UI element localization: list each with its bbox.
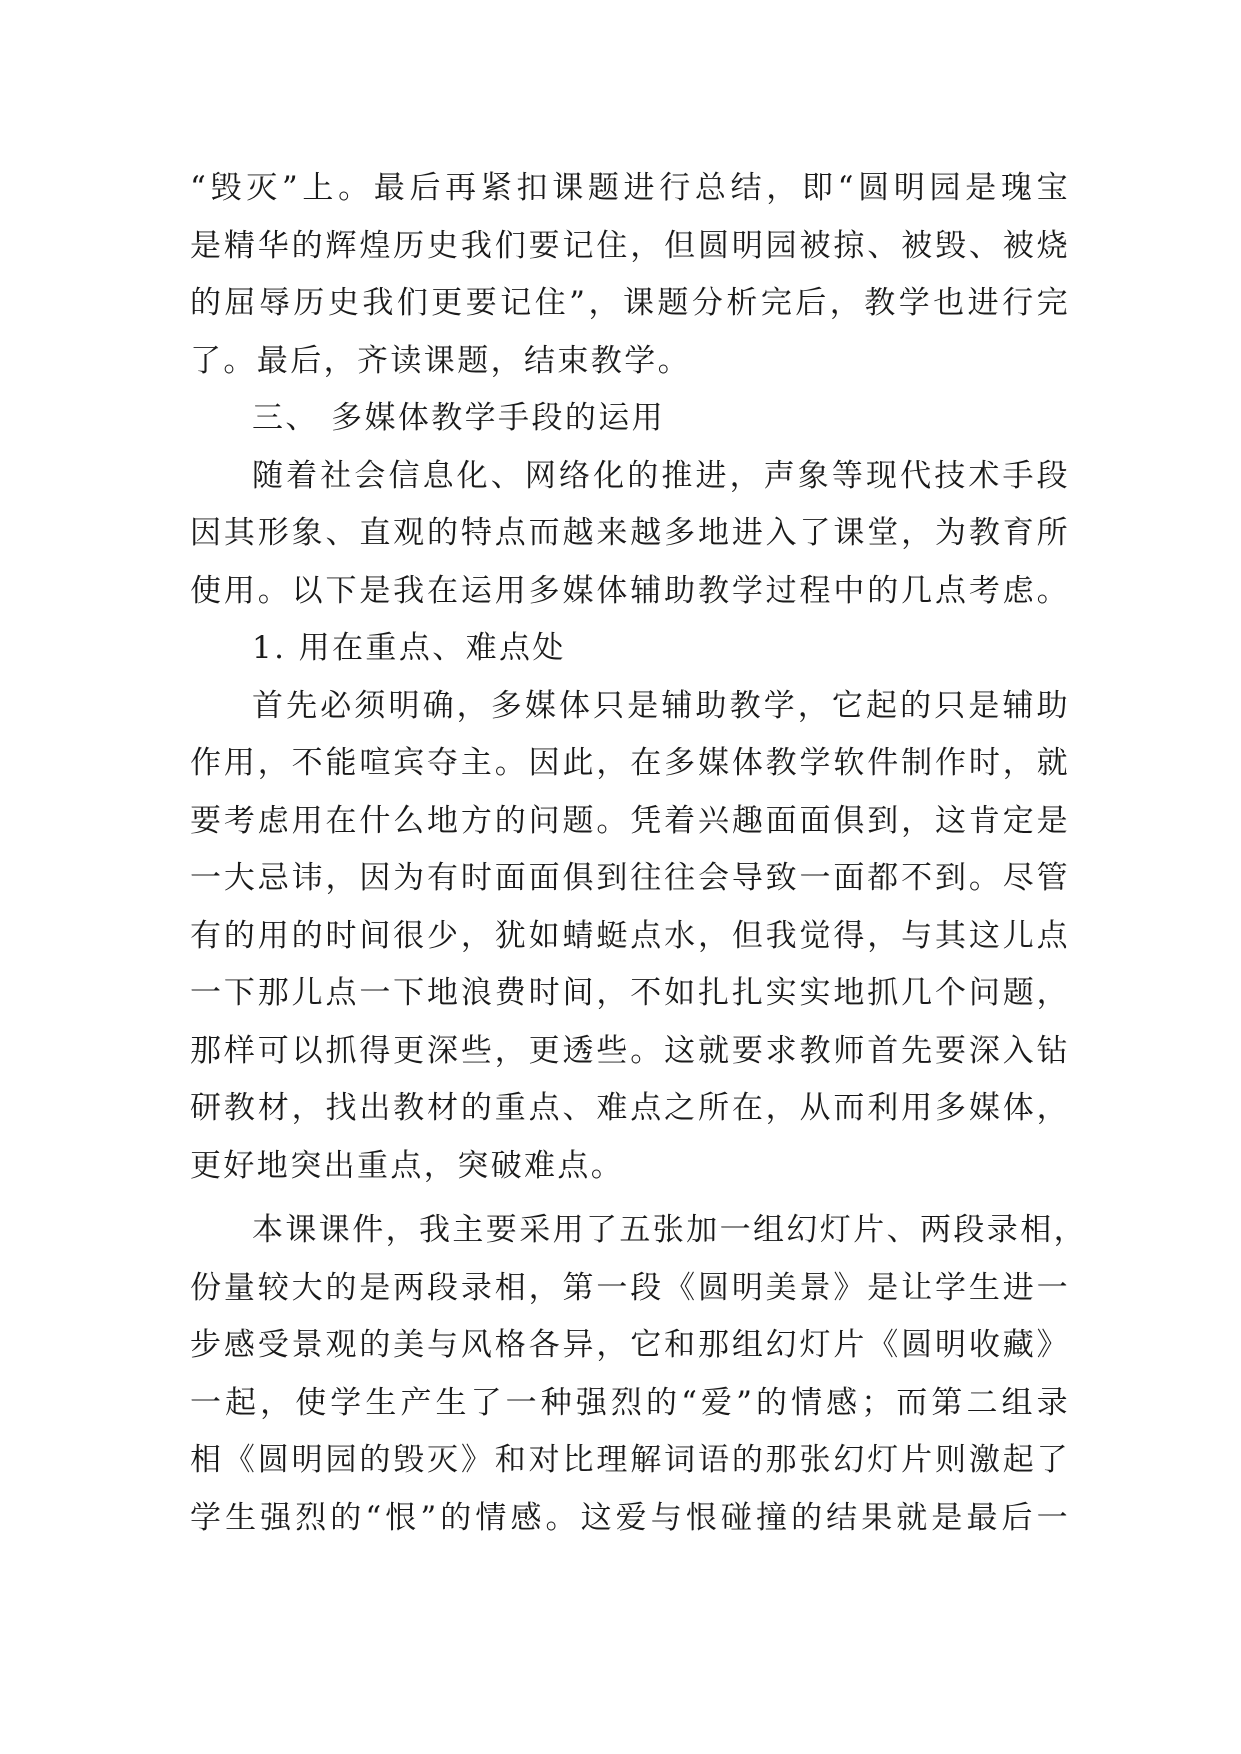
text-line: 有的用的时间很少，犹如蜻蜓点水，但我觉得，与其这儿点: [190, 917, 1070, 954]
text-line: 使用。以下是我在运用多媒体辅助教学过程中的几点考虑。: [190, 572, 1070, 609]
text-line: 步感受景观的美与风格各异，它和那组幻灯片《圆明收藏》: [190, 1327, 1070, 1363]
text-line: “毁灭”上。最后再紧扣课题进行总结，即“圆明园是瑰宝: [190, 170, 1070, 206]
text-line: 的屈辱历史我们更要记住”，课题分析完后，教学也进行完: [190, 285, 1070, 321]
text-line: 份量较大的是两段录相，第一段《圆明美景》是让学生进一: [190, 1269, 1070, 1306]
text-line: 随着社会信息化、网络化的推进，声象等现代技术手段: [252, 457, 1070, 494]
paragraph-gap: [190, 1195, 1070, 1202]
text-line: 相《圆明园的毁灭》和对比理解词语的那张幻灯片则激起了: [190, 1442, 1070, 1478]
text-line: 作用，不能喧宾夺主。因此，在多媒体教学软件制作时，就: [190, 745, 1070, 781]
text-line: 那样可以抓得更深些，更透些。这就要求教师首先要深入钻: [190, 1032, 1070, 1069]
document-body: [190, 160, 1087, 1547]
text-line: 一下那儿点一下地浪费时间，不如扎扎实实地抓几个问题，: [190, 975, 1070, 1011]
text-line: 因其形象、直观的特点而越来越多地进入了课堂，为教育所: [190, 515, 1070, 551]
text-line: 学生强烈的“恨”的情感。这爱与恨碰撞的结果就是最后一: [190, 1499, 1070, 1536]
subsection-heading: 1. 用在重点、难点处: [252, 630, 566, 666]
text-line: 了。最后，齐读课题，结束教学。: [190, 342, 691, 379]
text-line: 更好地突出重点，突破难点。: [190, 1147, 625, 1184]
text-line: 是精华的辉煌历史我们要记住，但圆明园被掠、被毁、被烧: [190, 227, 1070, 264]
text-line: 一大忌讳，因为有时面面俱到往往会导致一面都不到。尽管: [190, 860, 1070, 896]
text-line: 首先必须明确，多媒体只是辅助教学，它起的只是辅助: [252, 687, 1070, 724]
text-line: 研教材，找出教材的重点、难点之所在，从而利用多媒体，: [190, 1090, 1070, 1126]
text-line: 本课课件，我主要采用了五张加一组幻灯片、两段录相，: [252, 1212, 1087, 1248]
section-heading: 三、 多媒体教学手段的运用: [252, 400, 666, 436]
text-line: 一起，使学生产生了一种强烈的“爱”的情感；而第二组录: [190, 1384, 1070, 1421]
text-line: 要考虑用在什么地方的问题。凭着兴趣面面俱到，这肯定是: [190, 802, 1070, 839]
